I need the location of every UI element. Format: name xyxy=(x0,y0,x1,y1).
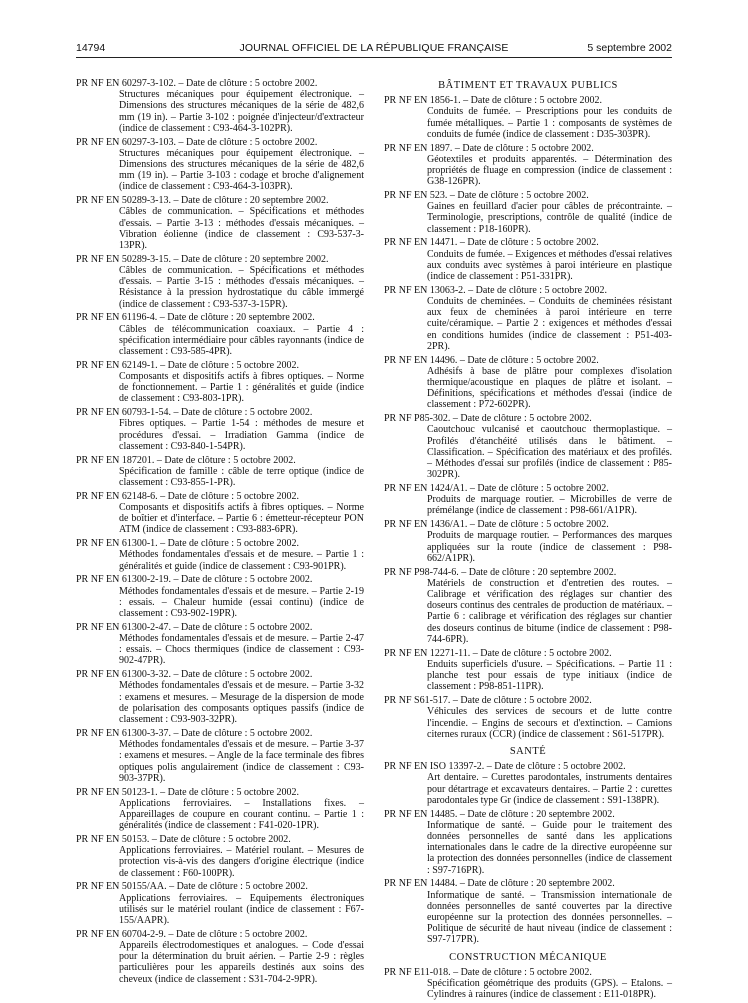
right-column xyxy=(384,78,672,1003)
entry-reference: PR NF EN 50123-1. – Date de clôture : 5 octobre 2002. xyxy=(76,786,300,798)
entry-reference: PR NF EN 60297-3-102. – Date de clôture : 5 octobre 2002. xyxy=(76,78,318,89)
entry-reference: PR NF EN 14471. – Date de clôture : 5 octobre 2002. xyxy=(384,237,599,249)
entry-description: Fibres optiques. – Partie 1-54 : méthodes de mesure et procédures d'essai. – Irradiation Gamma (indice de classement : C93-840-1-54PR). xyxy=(119,418,364,452)
entry-description: Caoutchouc vulcanisé et caoutchouc thermoplastique. – Profilés d'étanchéité utilisés dans le bâtiment. – Classification. – Spécification des matériaux et des profilés. – Méthodes d'essai sur profilés (indice de classement : P85-302PR). xyxy=(427,424,672,481)
standard-entry xyxy=(384,648,672,693)
entry-reference: PR NF EN 60704-2-9. – Date de clôture : 5 octobre 2002. xyxy=(76,928,308,940)
standard-entry xyxy=(76,669,364,725)
standard-entry xyxy=(76,360,364,405)
entry-reference: PR NF EN 187201. – Date de clôture : 5 octobre 2002. xyxy=(76,454,296,466)
header-rule xyxy=(76,57,672,58)
standard-entry xyxy=(384,567,672,645)
entry-reference: PR NF EN 50289-3-13. – Date de clôture : 20 septembre 2002. xyxy=(76,195,329,207)
standard-entry xyxy=(384,143,672,188)
standard-entry xyxy=(76,622,364,667)
entry-description: Conduits de fumée. – Exigences et méthodes d'essai relatives aux conduits avec systèmes à paroi intérieure en plastique (indice de classement : P51-331PR). xyxy=(427,248,672,283)
entry-reference: PR NF E11-018. – Date de clôture : 5 octobre 2002. xyxy=(384,966,592,978)
mecanique-list xyxy=(384,967,672,1001)
entry-reference: PR NF EN 523. – Date de clôture : 5 octobre 2002. xyxy=(384,190,589,202)
entry-description: Composants et dispositifs actifs à fibres optiques. – Norme de fonctionnement. – Partie 1 : généralités et guide (indice de classement : C93-803-1PR). xyxy=(119,371,364,405)
entry-reference: PR NF EN 14496. – Date de clôture : 5 octobre 2002. xyxy=(384,354,599,366)
standard-entry xyxy=(76,538,364,572)
standard-entry xyxy=(76,787,364,832)
sante-list xyxy=(384,761,672,945)
entry-description: Structures mécaniques pour équipement électronique. – Dimensions des structures mécaniques de la série de 482,6 mm (19 in). – Partie 3-103 : codage et broche d'alignement (indice de classement : C93-464-3-103PR). xyxy=(119,147,364,193)
standard-entry xyxy=(384,519,672,564)
standard-entry xyxy=(76,491,364,536)
entry-description: Produits de marquage routier. – Performances des marques appliquées sur la route (indice de classement : P98-662/A1PR). xyxy=(427,530,672,564)
entry-description: Câbles de télécommunication coaxiaux. – Partie 4 : spécification intermédiaire pour câbles rayonnants (indice de classement : C93-585-4PR). xyxy=(119,323,364,358)
entry-reference: PR NF EN 1436/A1. – Date de clôture : 5 octobre 2002. xyxy=(384,519,609,531)
entry-reference: PR NF EN 50289-3-15. – Date de clôture : 20 septembre 2002. xyxy=(76,253,329,265)
entry-description: Appareils électrodomestiques et analogues. – Code d'essai pour la détermination du bruit aérien. – Partie 2-9 : règles particulières pour les appareils destinés aux soins des cheveux (indice de classement : S31-704-2-9PR). xyxy=(119,939,364,985)
standard-entry xyxy=(384,237,672,282)
standard-entry xyxy=(384,967,672,1001)
entry-reference: PR NF EN 61300-3-37. – Date de clôture : 5 octobre 2002. xyxy=(76,727,313,739)
entry-reference: PR NF S61-517. – Date de clôture : 5 octobre 2002. xyxy=(384,695,592,707)
entry-description: Applications ferroviaires. – Installations fixes. – Appareillages de coupure en courant continu. – Partie 1 : généralités (indice de classement : F41-020-1PR). xyxy=(119,797,364,832)
entry-reference: PR NF EN 1897. – Date de clôture : 5 octobre 2002. xyxy=(384,142,594,154)
page-number: 14794 xyxy=(76,42,106,54)
standard-entry xyxy=(384,413,672,480)
entry-reference: PR NF EN 50153. – Date de clôture : 5 octobre 2002. xyxy=(76,833,291,845)
entry-description: Câbles de communication. – Spécifications et méthodes d'essais. – Partie 3-13 : méthodes d'essais mécaniques. – Vibration éolienne (indice de classement : C93-537-3-13PR). xyxy=(119,206,364,252)
entry-description: Méthodes fondamentales d'essais et de mesure. – Partie 2-19 : essais. – Chaleur humide (essai continu) (indice de classement : C93-902-19PR). xyxy=(119,585,364,620)
standard-entry xyxy=(76,312,364,357)
standard-entry xyxy=(76,78,364,134)
standard-entry xyxy=(76,137,364,193)
standard-entry xyxy=(76,574,364,619)
entry-reference: PR NF P98-744-6. – Date de clôture : 20 septembre 2002. xyxy=(384,566,617,578)
entry-description: Spécification de famille : câble de terre optique (indice de classement : C93-855-1-PR). xyxy=(119,465,364,489)
entry-reference: PR NF EN 62148-6. – Date de clôture : 5 octobre 2002. xyxy=(76,490,300,502)
entry-description: Véhicules des services de secours et de lutte contre l'incendie. – Engins de secours et d'extinction. – Camions citernes ruraux (CCR) (indice de classement : S61-517PR). xyxy=(427,706,672,740)
standard-entry xyxy=(384,95,672,140)
entry-reference: PR NF EN 61196-4. – Date de clôture : 20 septembre 2002. xyxy=(76,312,315,324)
section-title-sante: SANTÉ xyxy=(509,745,547,757)
standard-entry xyxy=(76,407,364,452)
entry-description: Applications ferroviaires. – Matériel roulant. – Mesures de protection vis-à-vis des dangers d'origine électrique (indice de classement : F60-100PR). xyxy=(119,845,364,879)
entry-reference: PR NF EN 14484. – Date de clôture : 20 septembre 2002. xyxy=(384,878,615,890)
entry-description: Méthodes fondamentales d'essais et de mesure. – Partie 1 : généralités et guide (indice de classement : C93-901PR). xyxy=(119,549,364,572)
entry-reference: PR NF EN 61300-2-47. – Date de clôture : 5 octobre 2002. xyxy=(76,621,313,633)
section-title-batiment: BÂTIMENT ET TRAVAUX PUBLICS xyxy=(438,80,618,91)
entry-description: Composants et dispositifs actifs à fibres optiques. – Norme de boîtier et d'interface. – Partie 6 : émetteur-récepteur PON ATM (indice de classement : C93-883-6PR). xyxy=(119,502,364,536)
page-header xyxy=(76,42,672,56)
entry-reference: PR NF EN 61300-2-19. – Date de clôture : 5 octobre 2002. xyxy=(76,574,313,586)
entry-reference: PR NF EN 1856-1. – Date de clôture : 5 octobre 2002. xyxy=(384,95,603,107)
issue-date: 5 septembre 2002 xyxy=(587,42,672,54)
standard-entry xyxy=(76,929,364,985)
entry-reference: PR NF EN 14485. – Date de clôture : 20 septembre 2002. xyxy=(384,808,615,820)
entry-description: Art dentaire. – Curettes parodontales, instruments dentaires pour détartrage et excavateurs dentaires. – Partie 2 : curettes parodontales type Gr (indice de classement : S91-138PR). xyxy=(427,772,672,806)
entry-description: Conduits de cheminées. – Conduits de cheminées résistant aux feux de cheminées à paroi intérieure en terre cuite/céramique. – Partie 2 : exigences et méthodes d'essai en conditions humides (indice de classement : P51-403-2PR). xyxy=(427,296,672,352)
standard-entry xyxy=(76,834,364,879)
entry-description: Informatique de santé. – Guide pour le traitement des données personnelles de santé dans les applications internationales dans le cadre de la directive européenne sur la protection des données personnelles (indice de classement : S97-716PR). xyxy=(427,819,672,876)
entry-reference: PR NF EN 60793-1-54. – Date de clôture : 5 octobre 2002. xyxy=(76,407,313,419)
standard-entry xyxy=(384,190,672,235)
entry-description: Applications ferroviaires. – Equipements électroniques utilisés sur le matériel roulant (indice de classement : F67-155/AAPR). xyxy=(119,892,364,926)
entry-reference: PR NF EN ISO 13397-2. – Date de clôture : 5 octobre 2002. xyxy=(384,761,626,773)
entry-description: Méthodes fondamentales d'essais et de mesure. – Partie 3-37 : examens et mesures. – Angle de la face terminale des fibres optiques polis angulairement (indice de classement : C93-903-37PR). xyxy=(119,739,364,784)
entry-description: Structures mécaniques pour équipement électronique. – Dimensions des structures mécaniques de la série de 482,6 mm (19 in). – Partie 3-102 : poignée d'injecteur/d'extracteur (indice de classement : C93-464-3-102PR). xyxy=(119,89,364,134)
left-column xyxy=(76,78,364,987)
entry-description: Enduits superficiels d'usure. – Spécifications. – Partie 11 : planche test pour essais de type initiaux (indice de classement : P98-851-11PR). xyxy=(427,658,672,693)
standard-entry xyxy=(384,285,672,352)
entry-reference: PR NF EN 60297-3-103. – Date de clôture : 5 octobre 2002. xyxy=(76,136,318,148)
entry-reference: PR NF EN 62149-1. – Date de clôture : 5 octobre 2002. xyxy=(76,359,300,371)
entry-description: Produits de marquage routier. – Microbilles de verre de prémélange (indice de classement : P98-661/A1PR). xyxy=(427,494,672,517)
standard-entry xyxy=(76,195,364,251)
batiment-list xyxy=(384,95,672,740)
standard-entry xyxy=(384,809,672,876)
entry-reference: PR NF EN 13063-2. – Date de clôture : 5 octobre 2002. xyxy=(384,284,608,296)
standard-entry xyxy=(384,878,672,945)
standard-entry xyxy=(76,881,364,926)
standard-entry xyxy=(384,695,672,740)
entry-reference: PR NF EN 12271-11. – Date de clôture : 5 octobre 2002. xyxy=(384,647,612,659)
standard-entry xyxy=(76,728,364,784)
entry-description: Géotextiles et produits apparentés. – Détermination des propriétés de fluage en compression (indice de classement : G38-126PR). xyxy=(427,153,672,188)
entry-reference: PR NF EN 61300-3-32. – Date de clôture : 5 octobre 2002. xyxy=(76,669,313,681)
entry-reference: PR NF EN 61300-1. – Date de clôture : 5 octobre 2002. xyxy=(76,538,300,550)
entry-description: Méthodes fondamentales d'essais et de mesure. – Partie 2-47 : essais. – Chocs thermiques (indice de classement : C93-902-47PR). xyxy=(119,633,364,667)
entry-reference: PR NF P85-302. – Date de clôture : 5 octobre 2002. xyxy=(384,413,592,425)
standard-entry xyxy=(384,483,672,517)
entry-description: Câbles de communication. – Spécifications et méthodes d'essais. – Partie 3-15 : méthodes d'essais mécaniques. – Résistance à la pression hydrostatique du câble immergé (indice de classement : C93-537-3-15PR). xyxy=(119,265,364,310)
section-title-mecanique: CONSTRUCTION MÉCANIQUE xyxy=(449,951,607,963)
entry-description: Adhésifs à base de plâtre pour complexes d'isolation thermique/acoustique en plaques de plâtre et isolant. – Définitions, spécifications et méthodes d'essai (indice de classement : P72-602PR). xyxy=(427,365,672,411)
entry-description: Informatique de santé. – Transmission internationale de données personnelles de santé couvertes par la directive européenne sur la protection des données personnelles. – Politique de sécurité de haut niveau (indice de classement : S97-717PR). xyxy=(427,889,672,946)
entry-description: Spécification géométrique des produits (GPS). – Etalons. – Cylindres à rainures (indice de classement : E11-018PR). xyxy=(427,977,672,1001)
standard-entry xyxy=(76,455,364,489)
journal-title: JOURNAL OFFICIEL DE LA RÉPUBLIQUE FRANÇAISE xyxy=(239,42,509,54)
entry-reference: PR NF EN 1424/A1. – Date de clôture : 5 octobre 2002. xyxy=(384,483,609,495)
entry-description: Conduits de fumée. – Prescriptions pour les conduits de fumée métalliques. – Partie 1 : composants de systèmes de conduits de fumée (indice de classement : D35-303PR). xyxy=(427,106,672,140)
standard-entry xyxy=(384,355,672,411)
entry-description: Méthodes fondamentales d'essais et de mesure. – Partie 3-32 : examens et mesures. – Mesurage de la dispersion de mode de polarisation des composants optiques passifs (indice de classement : C93-903-32PR). xyxy=(119,680,364,726)
entry-description: Matériels de construction et d'entretien des routes. – Calibrage et vérification des réglages sur chantier des doseurs continus des centrales de production de matériaux. – Partie 6 : calibrage et vérification des réglages sur chantier des doseurs continus de bitume (indice de classement : P98-744-6PR). xyxy=(427,577,672,645)
standard-entry xyxy=(76,254,364,310)
entry-reference: PR NF EN 50155/AA. – Date de clôture : 5 octobre 2002. xyxy=(76,881,308,893)
standard-entry xyxy=(384,761,672,806)
entry-description: Gaines en feuillard d'acier pour câbles de précontrainte. – Terminologie, prescriptions, contrôle de qualité (indice de classement : P18-160PR). xyxy=(427,201,672,235)
